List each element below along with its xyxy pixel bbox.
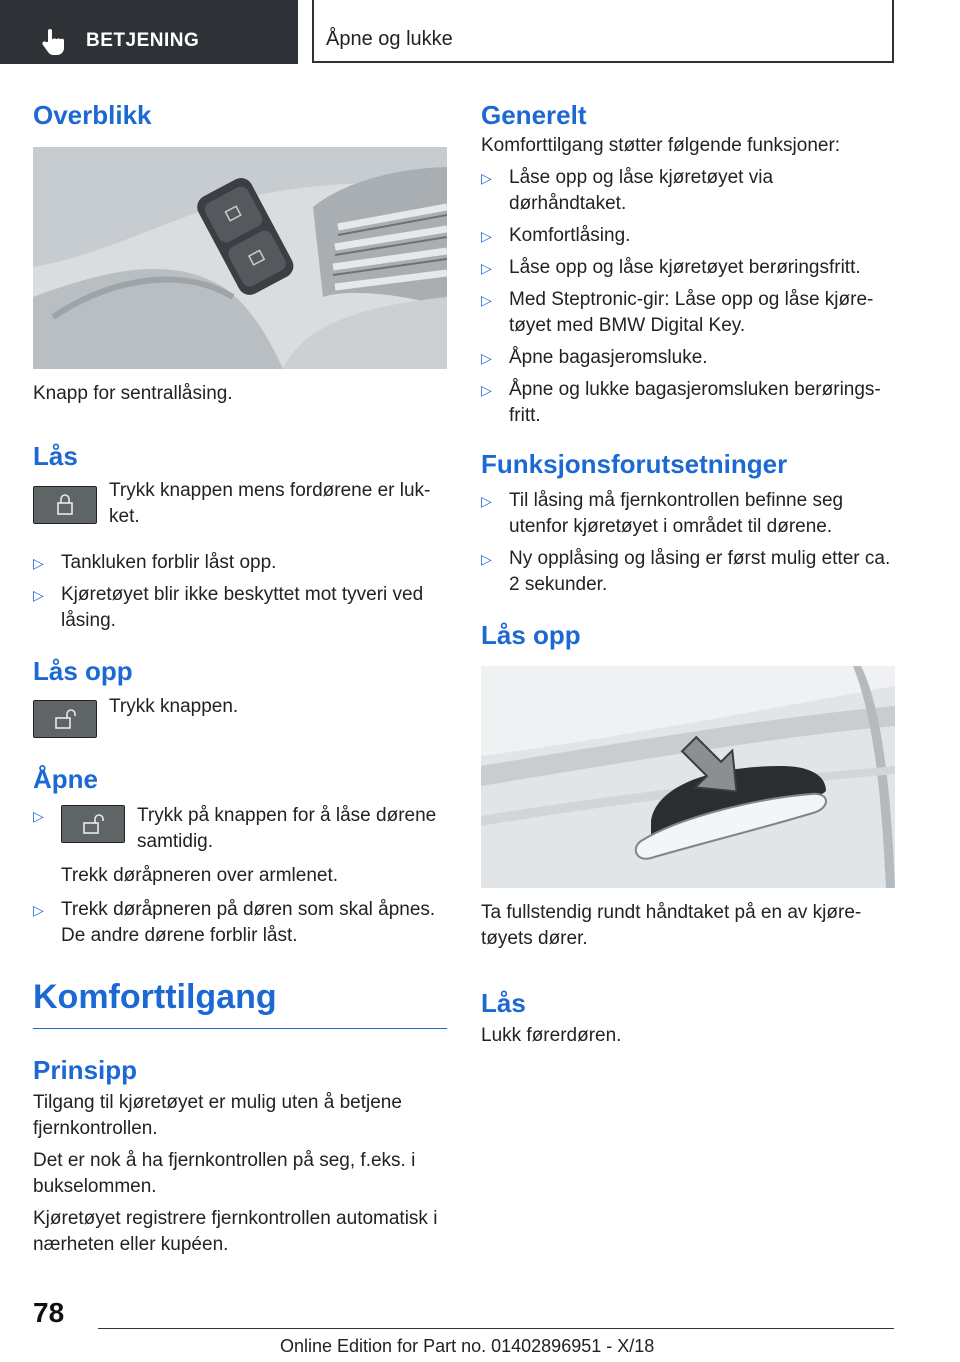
page-number: 78 — [33, 1297, 65, 1328]
lasopp-heading: Lås opp — [33, 656, 133, 687]
list-item: ▷ Låse opp og låse kjøretøyet berøringsfritt. — [481, 255, 895, 281]
las-bullets — [33, 550, 447, 634]
generelt-intro: Komforttilgang støtter følgende funksjoner: — [481, 135, 841, 157]
apne-bullets — [33, 803, 447, 949]
prinsipp-para: Tilgang til kjøretøyet er mulig uten å betjene fjernkontrollen. — [33, 1091, 402, 1139]
unlock-button-image — [33, 700, 97, 738]
list-item: ▷ Åpne og lukke bagasjeromsluken berørings-fritt. — [481, 379, 881, 427]
triangle-bullet-icon: ▷ — [481, 260, 492, 277]
lasopp-heading-right: Lås opp — [481, 620, 581, 651]
chapter-tab — [312, 0, 894, 63]
door-handle-photo — [481, 666, 895, 888]
list-item: ▷ Ny opplåsing og låsing er først mulig etter ca. 2 sekunder. — [481, 548, 891, 596]
heading-rule — [33, 1028, 447, 1029]
apne-heading: Åpne — [33, 763, 98, 794]
chapter-label: Åpne og lukke — [326, 28, 453, 50]
funksjonsforutsetninger-heading: Funksjonsforutsetninger — [481, 449, 788, 480]
overblikk-heading: Overblikk — [33, 100, 152, 130]
lock-icon — [34, 487, 96, 523]
triangle-bullet-icon: ▷ — [481, 382, 492, 399]
left-column — [33, 100, 447, 1258]
komforttilgang-heading: Komforttilgang — [33, 977, 277, 1016]
prinsipp-para: Det er nok å ha fjernkontrollen på seg, f.eks. i bukselommen. — [33, 1149, 416, 1197]
generelt-heading: Generelt — [481, 100, 587, 130]
unlock-icon — [62, 806, 124, 842]
lasopp-text: Trykk knappen. — [109, 695, 239, 717]
photo2-caption: Ta fullstendig rundt håndtaket på en av kjøre-tøyets dører. — [481, 901, 862, 949]
las-text-right: Lukk førerdøren. — [481, 1024, 622, 1046]
footer-rule — [98, 1328, 894, 1329]
triangle-bullet-icon: ▷ — [481, 493, 492, 510]
lock-button-image — [33, 486, 97, 524]
central-lock-photo — [33, 147, 447, 369]
list-item: ▷ Åpne bagasjeromsluke. — [481, 345, 895, 371]
triangle-bullet-icon: ▷ — [481, 228, 492, 245]
lock-button-row — [33, 478, 447, 530]
unlock-button-image — [61, 805, 125, 843]
triangle-bullet-icon: ▷ — [33, 807, 44, 824]
list-item: ▷ Komfortlåsing. — [481, 223, 895, 249]
list-item: ▷ Trekk døråpneren på døren som skal åpnes. De andre dørene forblir låst. — [33, 898, 436, 946]
hand-pointer-icon — [40, 28, 66, 56]
unlock-button-row — [33, 694, 447, 738]
list-item: ▷ Til låsing må fjernkontrollen befinne seg utenfor kjøretøyet i området til dørene. — [481, 490, 844, 538]
las-heading-right: Lås — [481, 987, 526, 1018]
list-item: ▷ Tankluken forblir låst opp. — [33, 550, 447, 576]
triangle-bullet-icon: ▷ — [33, 555, 44, 572]
right-column — [481, 100, 895, 1049]
las-heading: Lås — [33, 441, 78, 472]
unlock-icon — [34, 701, 96, 737]
triangle-bullet-icon: ▷ — [481, 551, 492, 568]
section-tab — [0, 0, 298, 64]
list-item: ▷ Med Steptronic-gir: Låse opp og låse kjøre-tøyet med BMW Digital Key. — [481, 289, 874, 337]
triangle-bullet-icon: ▷ — [481, 170, 492, 187]
triangle-bullet-icon: ▷ — [481, 292, 492, 309]
generelt-bullets — [481, 165, 895, 429]
edition-text: Online Edition for Part no. 01402896951 - X/18 — [280, 1336, 655, 1356]
page-header — [0, 0, 960, 66]
list-item: ▷ Kjøretøyet blir ikke beskyttet mot tyveri ved låsing. — [33, 584, 424, 632]
triangle-bullet-icon: ▷ — [33, 901, 44, 918]
triangle-bullet-icon: ▷ — [481, 350, 492, 367]
photo1-caption: Knapp for sentrallåsing. — [33, 383, 233, 405]
list-item: ▷ Låse opp og låse kjøretøyet via dørhåndtaket. — [481, 167, 774, 215]
apne-sub-text: Trekk døråpneren over armlenet. — [61, 864, 339, 886]
funksjon-bullets — [481, 488, 895, 598]
las-text: Trykk knappen mens fordørene er luk-ket. — [109, 480, 431, 528]
triangle-bullet-icon: ▷ — [33, 587, 44, 604]
section-label: BETJENING — [86, 30, 200, 51]
prinsipp-heading: Prinsipp — [33, 1054, 138, 1085]
prinsipp-para: Kjøretøyet registrere fjernkontrollen automatisk i nærheten eller kupéen. — [33, 1207, 438, 1255]
list-item: ▷ Trykk på knappen for å låse dørene samtidig. Trekk døråpneren over armlenet. — [33, 803, 447, 889]
